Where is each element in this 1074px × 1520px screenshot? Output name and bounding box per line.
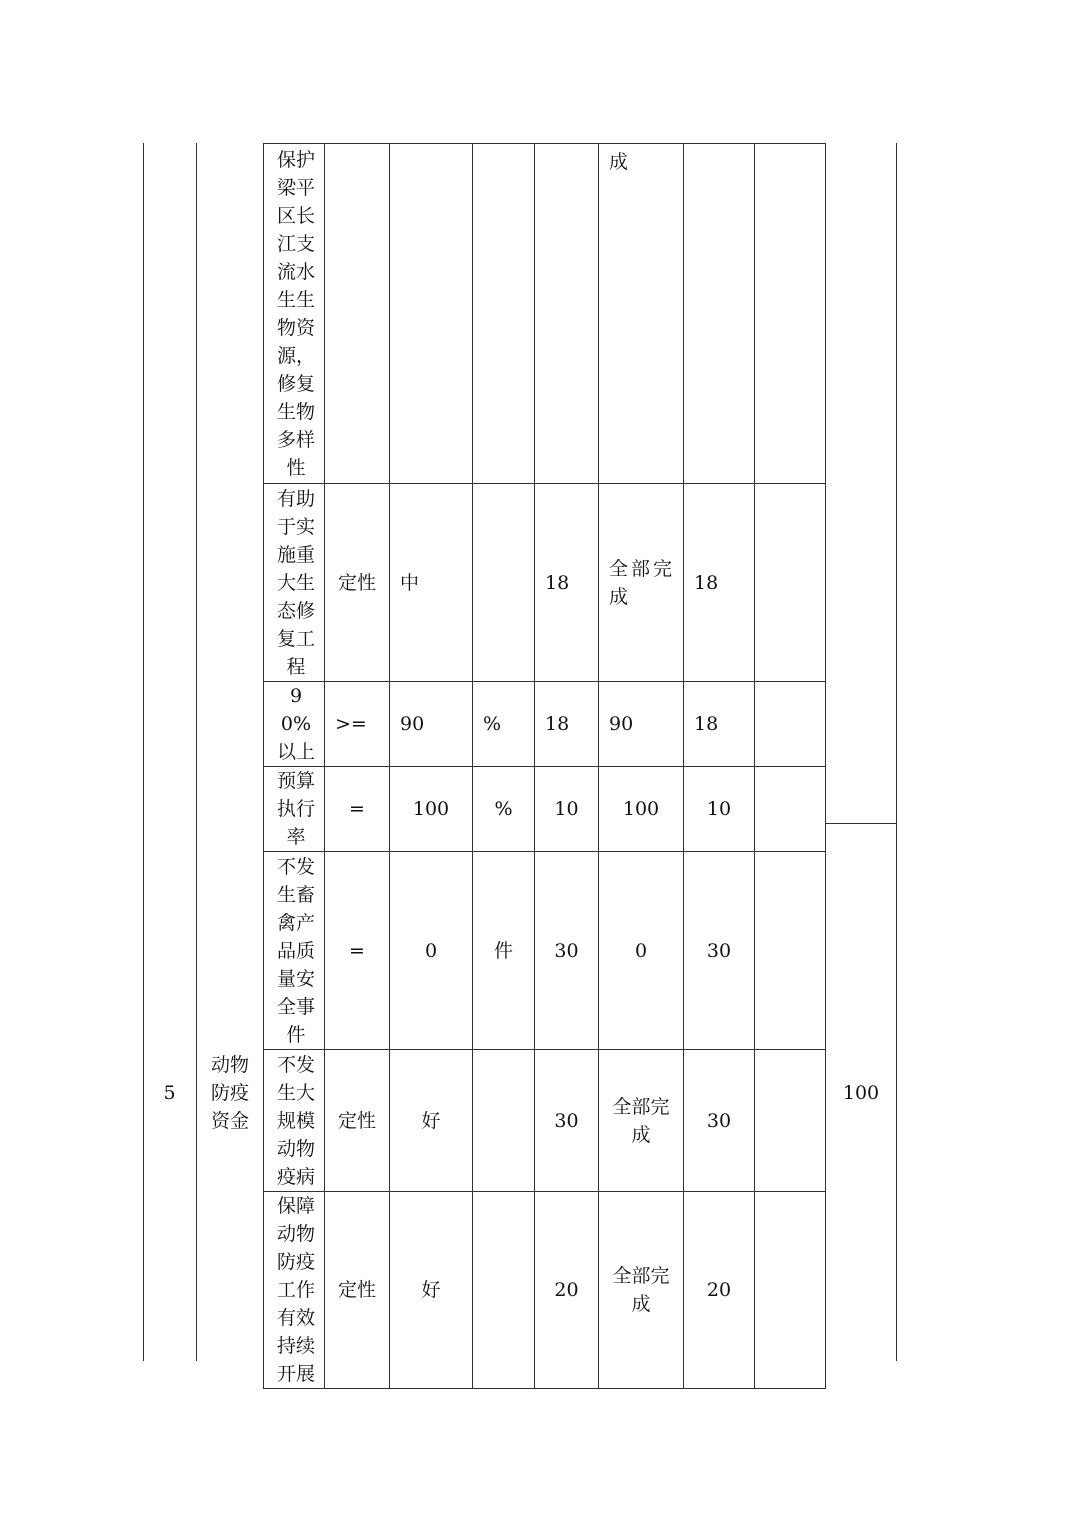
table-row — [264, 1192, 826, 1389]
score-cell: 30 — [684, 852, 755, 1050]
weight-cell — [535, 144, 599, 484]
target-cell — [390, 144, 473, 484]
actual-cell: 成 — [599, 144, 684, 484]
operator-cell: 定性 — [325, 1050, 390, 1192]
actual-cell: 全部完成 — [599, 484, 684, 682]
weight-cell: 18 — [535, 484, 599, 682]
operator-cell: = — [325, 852, 390, 1050]
total-score: 100 — [842, 1082, 880, 1104]
target-cell: 好 — [390, 1050, 473, 1192]
table-border-index — [196, 143, 197, 1361]
table-border-left — [143, 143, 144, 1361]
table-border-right — [896, 143, 897, 1361]
operator-cell: = — [325, 767, 390, 852]
note-cell — [755, 682, 826, 767]
table-row — [264, 682, 826, 767]
weight-cell: 18 — [535, 682, 599, 767]
item-name: 动物防疫资金 — [210, 1054, 249, 1132]
indicator-table — [263, 143, 826, 1389]
note-cell — [755, 1192, 826, 1389]
note-cell — [755, 1050, 826, 1192]
target-cell: 100 — [390, 767, 473, 852]
target-cell: 0 — [390, 852, 473, 1050]
score-cell: 20 — [684, 1192, 755, 1389]
indicator-cell: 保护梁平区长江支流水生生物资源，修复生物多样性 — [264, 144, 325, 484]
weight-cell: 30 — [535, 1050, 599, 1192]
actual-cell: 0 — [599, 852, 684, 1050]
score-cell — [684, 144, 755, 484]
note-cell — [755, 144, 826, 484]
unit-cell — [473, 1050, 535, 1192]
indicator-cell: 90%以上 — [264, 682, 325, 767]
operator-cell: 定性 — [325, 1192, 390, 1389]
unit-cell: 件 — [473, 852, 535, 1050]
table-row — [264, 484, 826, 682]
actual-cell: 100 — [599, 767, 684, 852]
weight-cell: 30 — [535, 852, 599, 1050]
score-cell: 10 — [684, 767, 755, 852]
table-row — [264, 767, 826, 852]
row-index: 5 — [163, 1082, 176, 1104]
indicator-cell: 不发生大规模动物疫病 — [264, 1050, 325, 1192]
indicator-cell: 不发生畜禽产品质量安全事件 — [264, 852, 325, 1050]
weight-cell: 10 — [535, 767, 599, 852]
score-cell: 18 — [684, 484, 755, 682]
operator-cell — [325, 144, 390, 484]
indicator-cell: 预算执行率 — [264, 767, 325, 852]
actual-cell: 90 — [599, 682, 684, 767]
target-cell: 90 — [390, 682, 473, 767]
operator-cell: >= — [325, 682, 390, 767]
row-divider-total — [825, 823, 896, 824]
table-row — [264, 144, 826, 484]
table-row — [264, 1050, 826, 1192]
actual-cell: 全部完成 — [599, 1050, 684, 1192]
weight-cell: 20 — [535, 1192, 599, 1389]
target-cell: 中 — [390, 484, 473, 682]
indicator-cell: 有助于实施重大生态修复工程 — [264, 484, 325, 682]
note-cell — [755, 767, 826, 852]
score-cell: 30 — [684, 1050, 755, 1192]
target-cell: 好 — [390, 1192, 473, 1389]
unit-cell — [473, 484, 535, 682]
table-row — [264, 852, 826, 1050]
unit-cell — [473, 1192, 535, 1389]
unit-cell: % — [473, 767, 535, 852]
indicator-cell: 保障动物防疫工作有效持续开展 — [264, 1192, 325, 1389]
score-cell: 18 — [684, 682, 755, 767]
note-cell — [755, 852, 826, 1050]
operator-cell: 定性 — [325, 484, 390, 682]
actual-cell: 全部完成 — [599, 1192, 684, 1389]
unit-cell: % — [473, 682, 535, 767]
unit-cell — [473, 144, 535, 484]
note-cell — [755, 484, 826, 682]
